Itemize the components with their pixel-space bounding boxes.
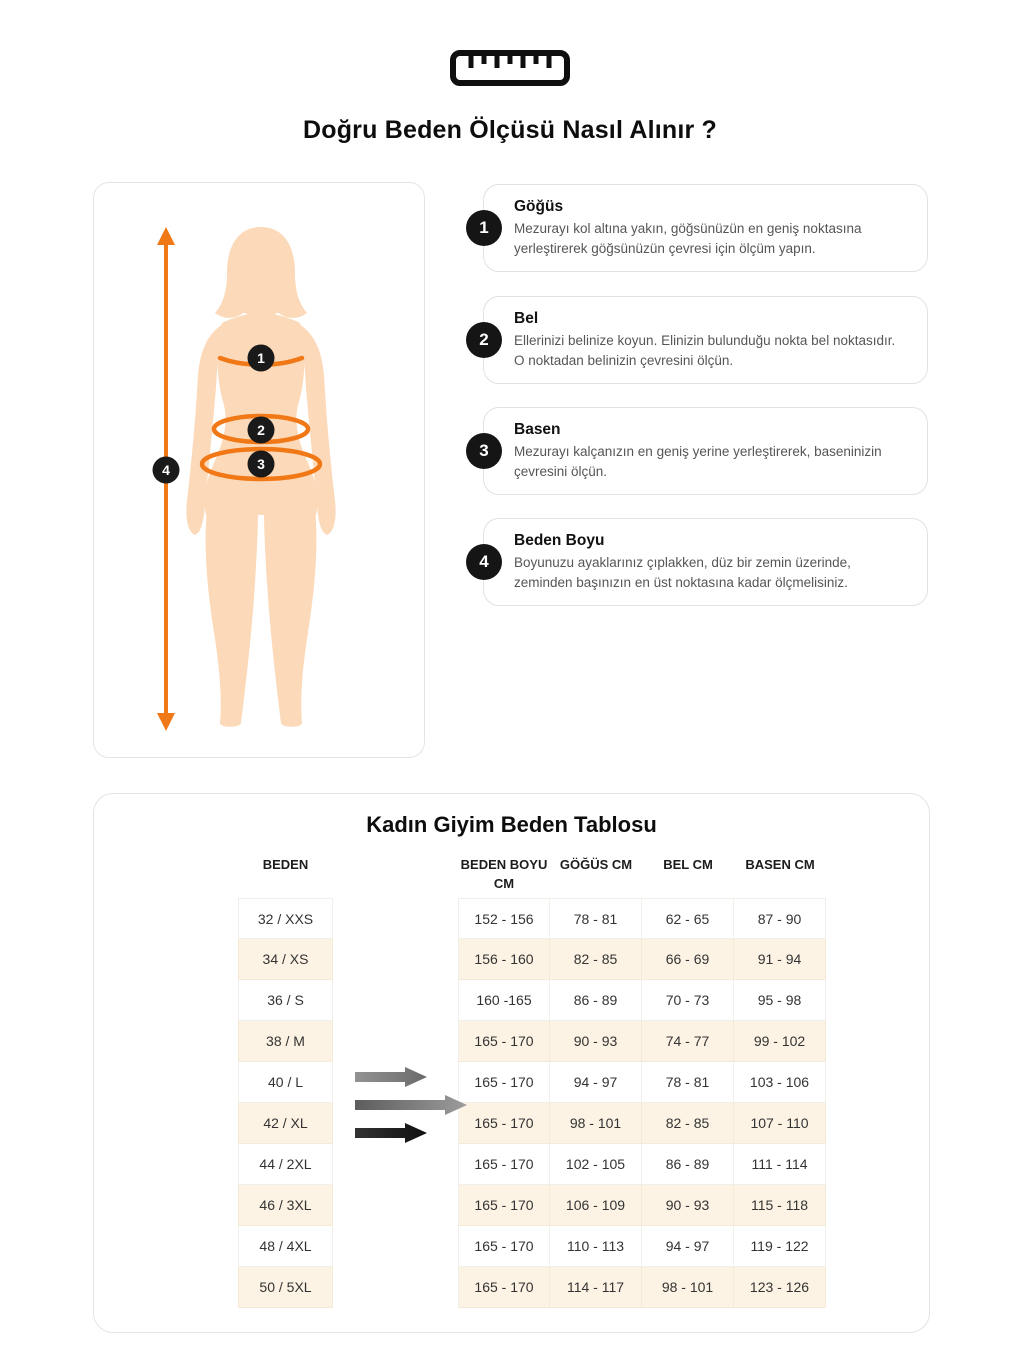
column-header-bel: BEL CM <box>663 857 713 872</box>
size-cell: 119 - 122 <box>734 1226 826 1267</box>
size-cell-beden: 38 / M <box>238 1021 333 1062</box>
beden-column <box>238 898 333 1308</box>
size-cell-beden: 36 / S <box>238 980 333 1021</box>
size-cell: 82 - 85 <box>550 939 642 980</box>
size-cell: 94 - 97 <box>642 1226 734 1267</box>
size-cell: 165 - 170 <box>458 1144 550 1185</box>
size-cell: 74 - 77 <box>642 1021 734 1062</box>
step-2-badge <box>466 322 502 358</box>
size-cell-beden: 32 / XXS <box>238 898 333 939</box>
size-mapping-arrows-icon <box>352 1066 477 1151</box>
size-cell-beden: 44 / 2XL <box>238 1144 333 1185</box>
instruction-card-beden-boyu <box>479 518 928 606</box>
page-title: Doğru Beden Ölçüsü Nasıl Alınır ? <box>302 116 718 144</box>
step-3-number: 3 <box>479 441 489 460</box>
size-cell: 106 - 109 <box>550 1185 642 1226</box>
size-cell-beden: 50 / 5XL <box>238 1267 333 1308</box>
size-cell: 102 - 105 <box>550 1144 642 1185</box>
size-cell-beden: 42 / XL <box>238 1103 333 1144</box>
size-cell: 78 - 81 <box>642 1062 734 1103</box>
size-cell: 91 - 94 <box>734 939 826 980</box>
instruction-title-bel: Bel <box>514 310 539 327</box>
marker-1: 1 <box>257 350 265 366</box>
size-cell: 94 - 97 <box>550 1062 642 1103</box>
instruction-title-gogus: Göğüs <box>514 198 564 215</box>
column-headers <box>458 856 826 894</box>
size-cell: 103 - 106 <box>734 1062 826 1103</box>
column-header-beden-boyu: BEDEN BOYU CM <box>460 857 548 891</box>
instruction-text-gogus: Mezurayı kol altına yakın, göğsünüzün en geniş noktasına yerleştirerek göğsünüzün çevresi için ölçüm yapın. <box>514 221 862 257</box>
instruction-card-bel <box>479 296 928 384</box>
size-cell-beden: 46 / 3XL <box>238 1185 333 1226</box>
step-4-badge <box>466 544 502 580</box>
size-cell: 115 - 118 <box>734 1185 826 1226</box>
size-cell: 70 - 73 <box>642 980 734 1021</box>
size-cell: 99 - 102 <box>734 1021 826 1062</box>
size-table-title: Kadın Giyim Beden Tablosu <box>366 812 657 837</box>
column-header-gogus: GÖĞÜS CM <box>559 857 633 872</box>
size-cell: 114 - 117 <box>550 1267 642 1308</box>
size-cell: 86 - 89 <box>642 1144 734 1185</box>
size-cell: 86 - 89 <box>550 980 642 1021</box>
step-3-badge <box>466 433 502 469</box>
size-cell: 66 - 69 <box>642 939 734 980</box>
size-cell: 95 - 98 <box>734 980 826 1021</box>
size-cell: 111 - 114 <box>734 1144 826 1185</box>
size-cell: 165 - 170 <box>458 1062 550 1103</box>
data-grid <box>458 898 826 1308</box>
size-cell: 98 - 101 <box>642 1267 734 1308</box>
size-cell: 78 - 81 <box>550 898 642 939</box>
size-cell: 98 - 101 <box>550 1103 642 1144</box>
ruler-icon <box>0 48 1020 93</box>
size-cell: 62 - 65 <box>642 898 734 939</box>
size-cell-beden: 34 / XS <box>238 939 333 980</box>
marker-4: 4 <box>162 462 170 478</box>
step-1-number: 1 <box>479 218 489 237</box>
instruction-text-beden-boyu: Boyunuzu ayaklarınız çıplakken, düz bir zemin üzerinde, zeminden başınızın en üst noktasına kadar ölçmelisiniz. <box>514 555 851 591</box>
size-cell: 152 - 156 <box>458 898 550 939</box>
body-figure-illustration <box>94 183 424 757</box>
size-cell: 165 - 170 <box>458 1226 550 1267</box>
size-cell-beden: 40 / L <box>238 1062 333 1103</box>
size-cell: 160 -165 <box>458 980 550 1021</box>
instruction-card-gogus <box>479 184 928 272</box>
size-cell: 82 - 85 <box>642 1103 734 1144</box>
instruction-title-beden-boyu: Beden Boyu <box>514 532 605 549</box>
size-cell: 87 - 90 <box>734 898 826 939</box>
instruction-text-basen: Mezurayı kalçanızın en geniş yerine yerleştirerek, baseninizin çevresini ölçün. <box>514 444 882 480</box>
size-cell: 165 - 170 <box>458 1021 550 1062</box>
step-1-badge <box>466 210 502 246</box>
step-2-number: 2 <box>479 330 489 349</box>
column-header-basen: BASEN CM <box>745 857 815 872</box>
size-cell: 123 - 126 <box>734 1267 826 1308</box>
size-cell: 156 - 160 <box>458 939 550 980</box>
instruction-text-bel: Ellerinizi belinize koyun. Elinizin bulunduğu nokta bel noktasıdır. O noktadan belinizin çevresini ölçün. <box>514 333 896 369</box>
size-cell: 90 - 93 <box>550 1021 642 1062</box>
size-cell: 90 - 93 <box>642 1185 734 1226</box>
size-table-panel <box>93 793 930 1333</box>
instruction-card-basen <box>479 407 928 495</box>
instruction-title-basen: Basen <box>514 421 561 438</box>
size-cell: 107 - 110 <box>734 1103 826 1144</box>
size-cell-beden: 48 / 4XL <box>238 1226 333 1267</box>
size-cell: 165 - 170 <box>458 1185 550 1226</box>
marker-3: 3 <box>257 456 265 472</box>
size-cell: 165 - 170 <box>458 1103 550 1144</box>
step-4-number: 4 <box>479 552 489 571</box>
column-header-beden: BEDEN <box>262 857 309 872</box>
size-cell: 110 - 113 <box>550 1226 642 1267</box>
marker-2: 2 <box>257 422 265 438</box>
size-cell: 165 - 170 <box>458 1267 550 1308</box>
body-figure-panel <box>93 182 425 758</box>
